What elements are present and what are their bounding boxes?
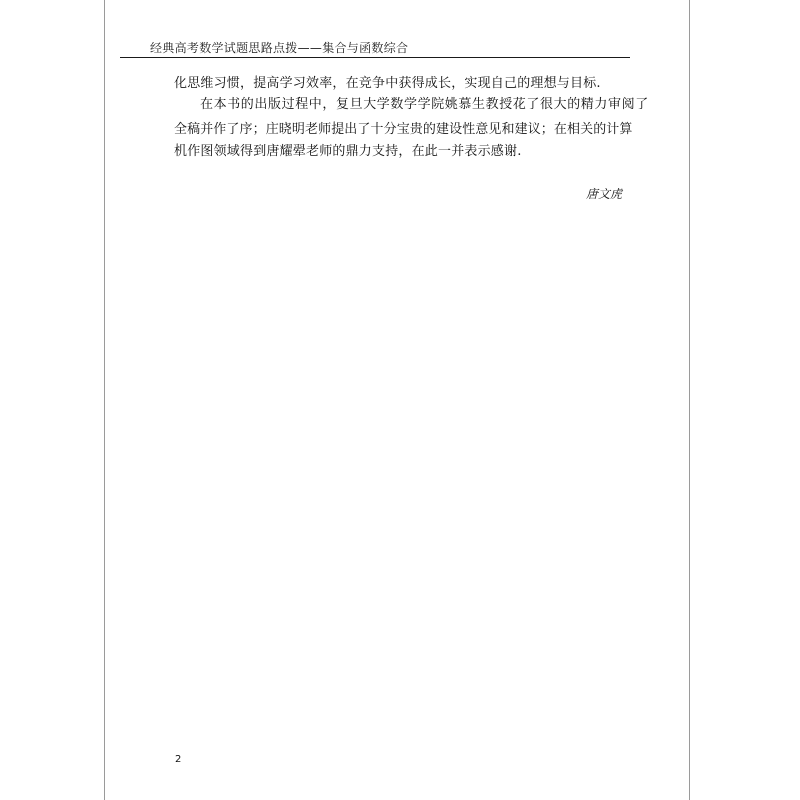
running-header: 经典高考数学试题思路点拨——集合与函数综合	[150, 41, 409, 55]
body-text-line: 在本书的出版过程中，复旦大学数学学院姚慕生教授花了很大的精力审阅了	[200, 97, 649, 112]
header-rule	[120, 57, 630, 58]
body-text-line: 化思维习惯，提高学习效率，在竞争中获得成长，实现自己的理想与目标.	[174, 76, 601, 91]
body-text-line: 全稿并作了序；庄晓明老师提出了十分宝贵的建设性意见和建议；在相关的计算	[174, 122, 633, 137]
body-text-line: 机作图领域得到唐耀翚老师的鼎力支持，在此一并表示感谢.	[174, 144, 522, 159]
page-number: 2	[175, 754, 182, 765]
author-signature: 唐文虎	[586, 187, 623, 201]
